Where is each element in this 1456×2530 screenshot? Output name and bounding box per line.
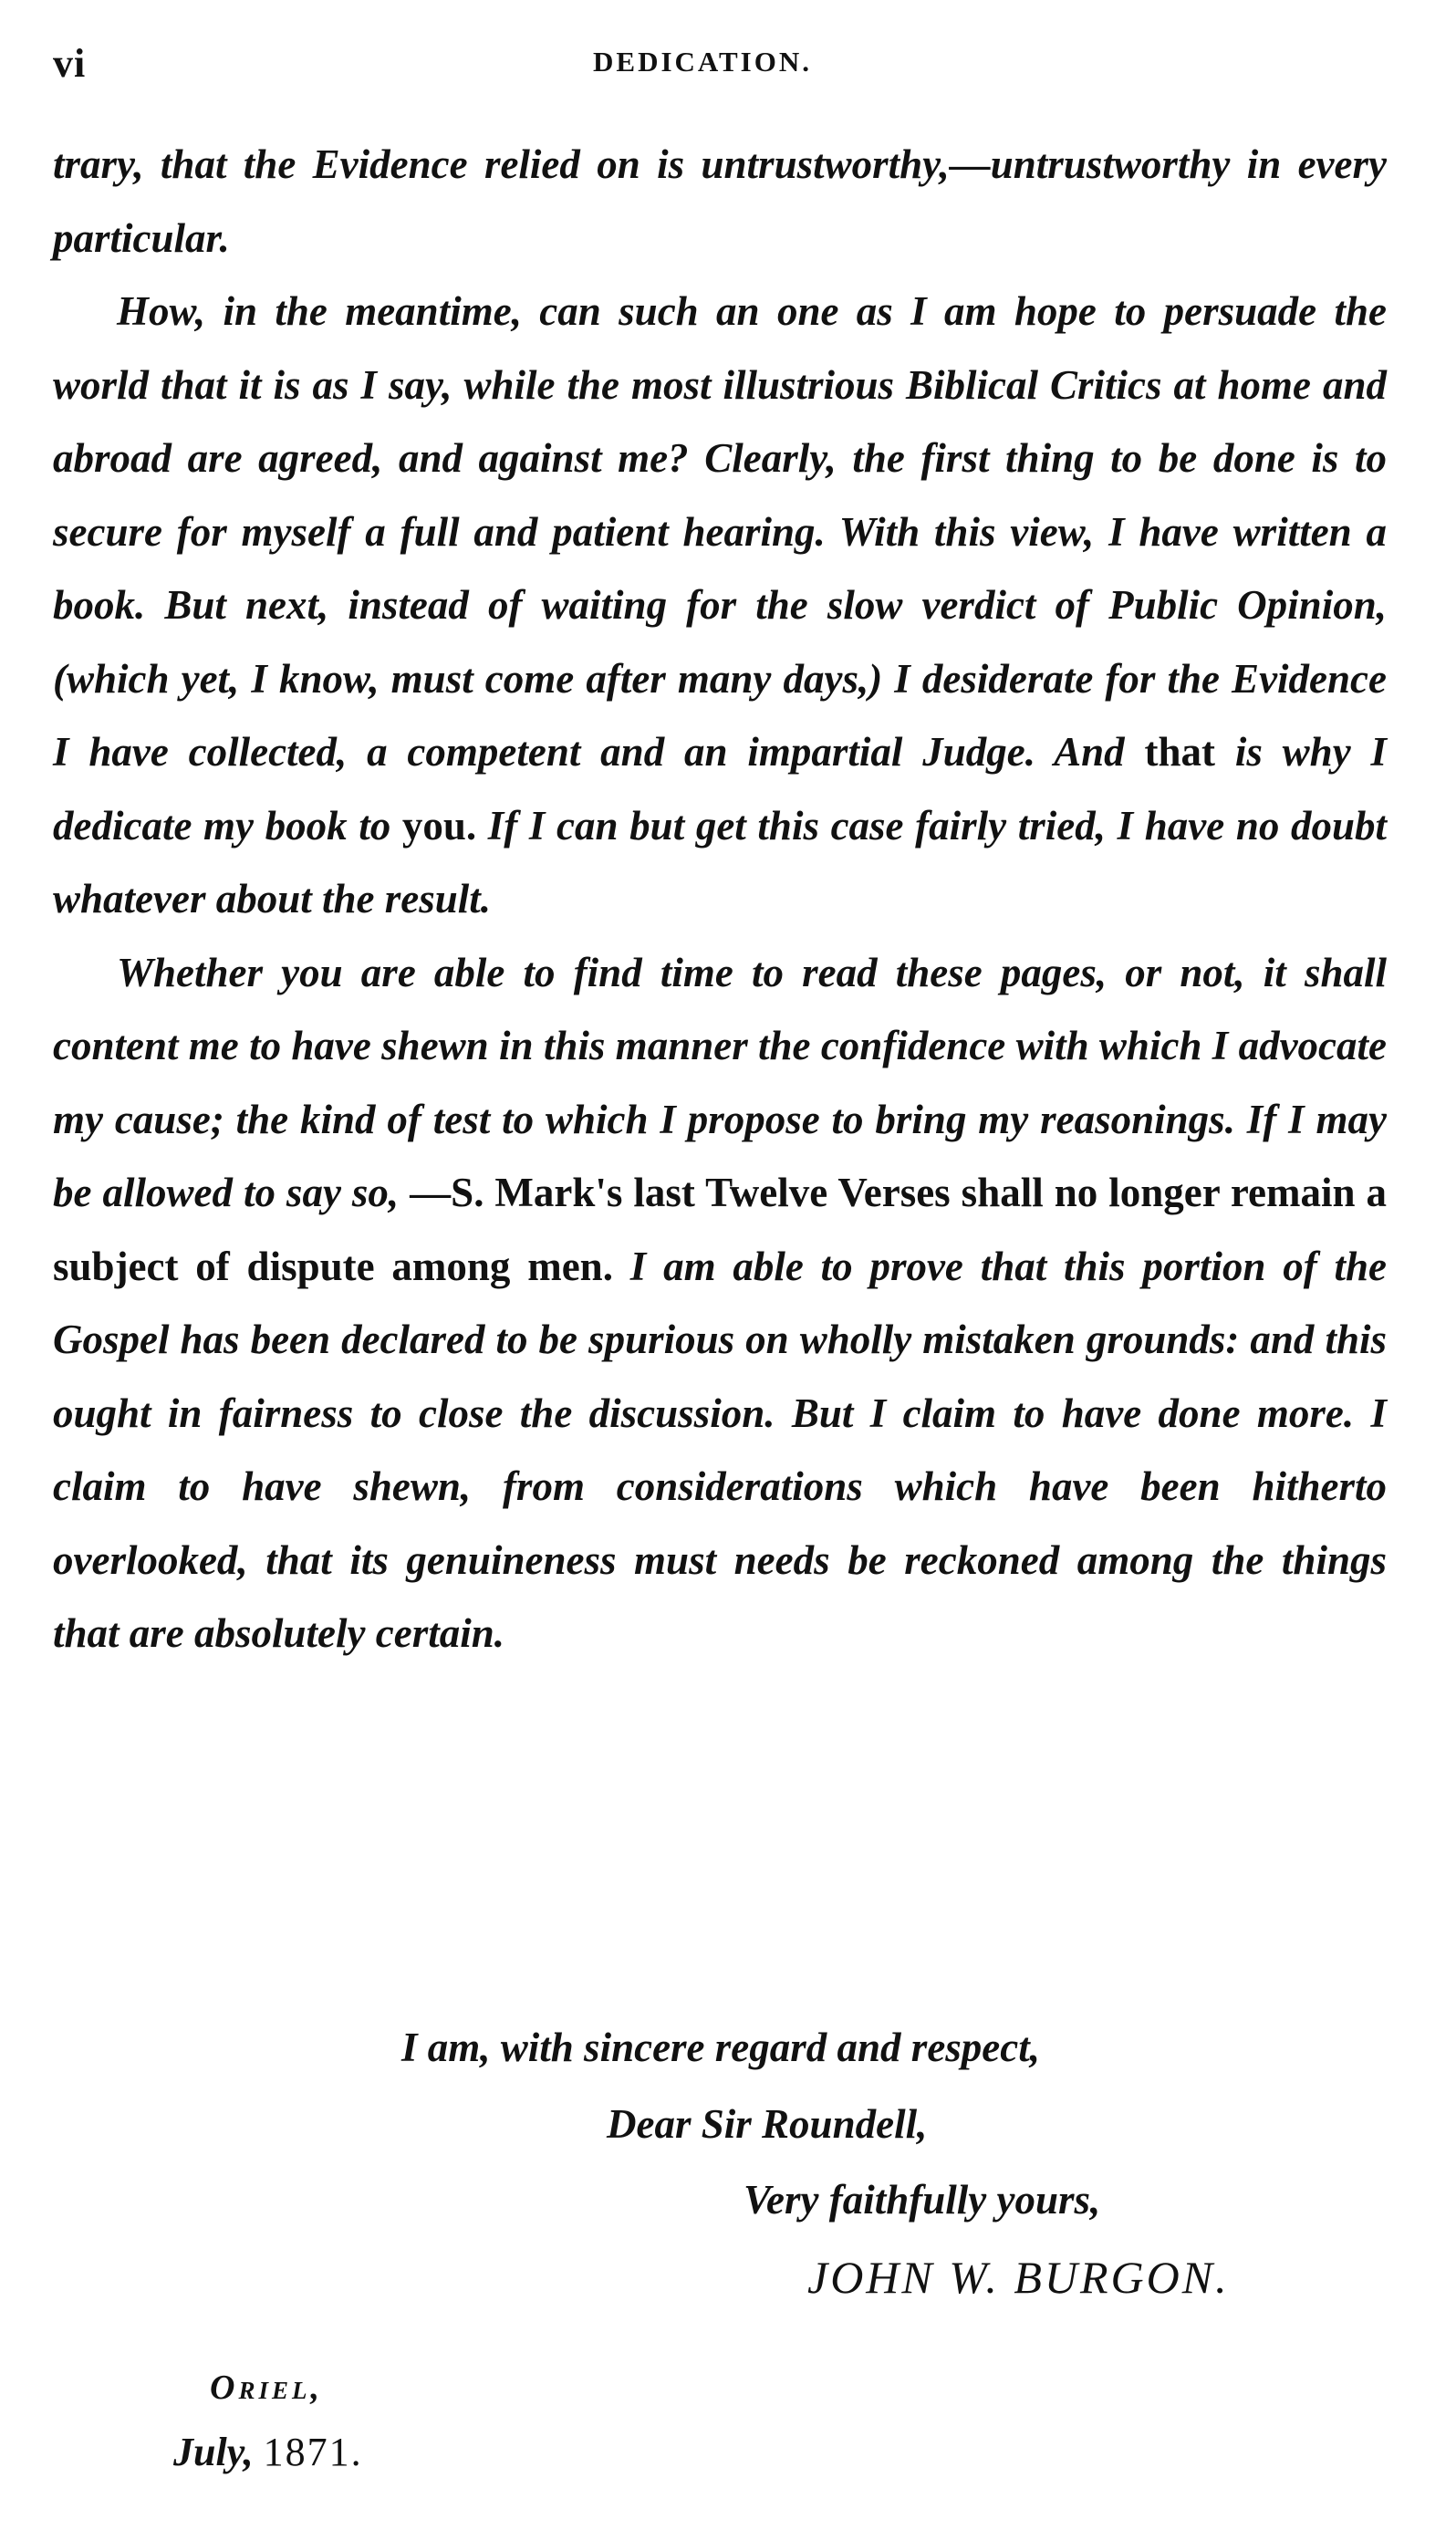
author-signature: JOHN W. BURGON. [807, 2252, 1230, 2303]
paragraph-whether-end: I am able to prove that this portion of the Gospel has been declared to be spurious on wholly mistaken grounds: and this ought in fairness to close the discussion. But I claim to have done more. I claim to have shewn, from considerations which have been hitherto overlooked, that its genuineness must needs be reckoned among the things that are absolutely certain. [53, 1243, 1387, 1656]
page-header [36, 36, 1387, 91]
paragraph-whether-roman: —S. Mark's last Twelve Verses shall no longer remain a subject of dispute among men. [53, 1170, 1388, 1289]
paragraph-whether [53, 936, 1387, 1671]
place-line: Oriel, [210, 2369, 323, 2407]
signoff-regard: I am, with sincere regard and respect, [401, 2025, 1041, 2070]
date-year: 1871. [263, 2430, 363, 2474]
word-that-roman: that [1144, 729, 1215, 775]
book-page [36, 36, 1387, 2500]
signoff-salutation: Dear Sir Roundell, [607, 2101, 928, 2147]
paragraph-persuade-mid: is why I dedicate my book to [53, 729, 1388, 849]
page-number: vi [53, 41, 87, 86]
running-head: DEDICATION. [593, 46, 812, 78]
signoff-closing: Very faithfully yours, [744, 2177, 1101, 2223]
date-line [173, 2429, 363, 2475]
paragraph-persuade-end: If I can but get this case fairly tried, I have no doubt whatever about the result. [53, 802, 1388, 921]
word-you-roman: you. [401, 802, 477, 849]
paragraph-persuade [53, 275, 1387, 936]
paragraph-whether-start: Whether you are able to find time to read these pages, or not, it shall content me to have shewn in this manner the confidence with which I advocate my cause; the kind of test to which I propose to bring my reasonings. If I may be allowed to say so, [53, 949, 1387, 1215]
paragraph-continuation: trary, that the Evidence relied on is untrustworthy,—untrustworthy in every particular. [53, 141, 1387, 261]
paragraph-persuade-text: How, in the meantime, can such an one as I am hope to persuade the world that it is as I say, while the most illustrious Biblical Critics at home and abroad are agreed, and against me? Clearly, the first thing to be done is to secure for myself a full and patient hearing. With this view, I have written a book. But next, instead of waiting for the slow verdict of Public Opinion, (which yet, I know, must come after many days,) I desiderate for the Evidence I have collected, a competent and an impartial Judge. And [53, 288, 1387, 775]
dedication-body [53, 128, 1387, 1671]
date-month: July, [173, 2430, 254, 2474]
